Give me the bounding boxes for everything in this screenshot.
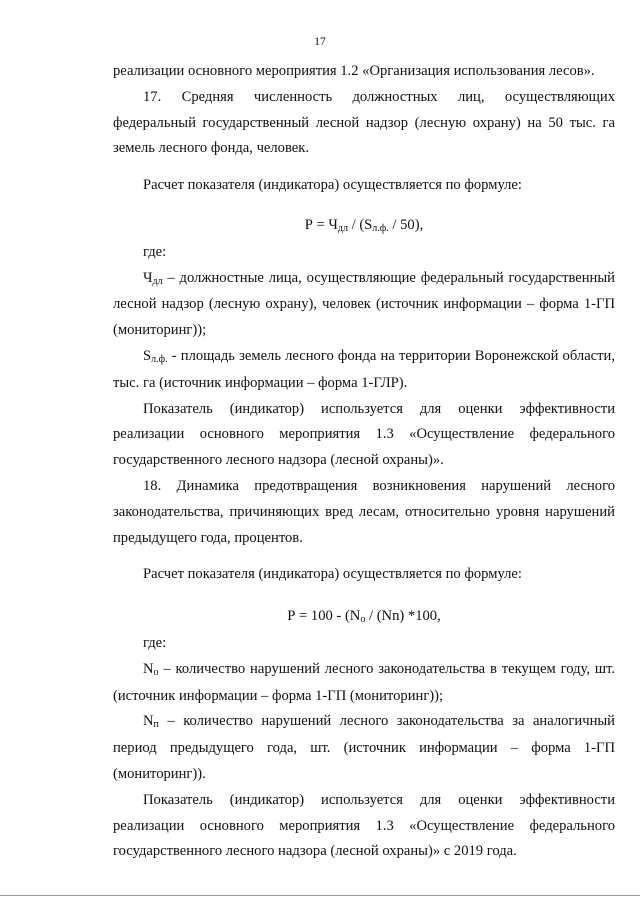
calc-text-2: Расчет показателя (индикатора) осуществляется по формуле: (143, 566, 522, 583)
definition-symbol: N (143, 713, 154, 730)
definition-symbol: Ч (143, 269, 153, 286)
formula-1-sub-b: л.ф. (372, 222, 389, 234)
formula-1-part-b: / (S (347, 216, 373, 233)
formula-1-part-a: Р = Ч (304, 216, 338, 233)
definition-symbol: N (143, 660, 154, 677)
definition-text: - площадь земель лесного фонда на территории Воронежской области, тыс. га (источник информации – форма 1-ГЛР). (113, 347, 615, 391)
formula-2 (113, 604, 615, 631)
usage-text-1: Показатель (индикатор) используется для оценки эффективности реализации основного мероприятия 1.3 «Осуществление федерального государственного лесного надзора (лесной охраны)». (113, 400, 615, 469)
where-label-2: где: (143, 634, 167, 651)
definition-text: – количество нарушений лесного законодательства в текущем году, шт. (источник информации – форма 1-ГП (мониторинг)); (113, 660, 615, 704)
definition-symbol: S (143, 347, 152, 364)
formula-1-sub-a: дл (337, 222, 348, 234)
definition-text: – должностные лица, осуществляющие федеральный государственный лесной надзор (лесную охрану), человек (источник информации – форма 1-ГП (мониторинг)); (113, 269, 615, 339)
paragraph-intro: реализации основного мероприятия 1.2 «Организация использования лесов». (113, 63, 595, 79)
definition-text: – количество нарушений лесного законодательства за аналогичный период предыдущего года, шт. (источник информации – форма 1-ГП (мониторинг)). (113, 713, 615, 782)
page-number: 17 (314, 36, 326, 48)
definition-subscript: дл (152, 275, 163, 287)
formula-1-part-c: / 50), (388, 216, 424, 233)
definition-n-o (113, 657, 615, 710)
usage-text-2: Показатель (индикатор) используется для оценки эффективности реализации основного мероприятия 1.3 «Осуществление федерального государственного лесного надзора (лесной охраны)» с 2019 года. (113, 791, 615, 860)
definition-subscript: л.ф. (151, 353, 168, 365)
where-label-1: где: (143, 243, 167, 260)
document-body (113, 59, 615, 865)
formula-2-sub-a: о (360, 614, 366, 626)
definition-s-lf (113, 344, 615, 397)
paragraph-17: 17. Средняя численность должностных лиц, осуществляющих федеральный государственный лесной надзор (лесную охрану) на 50 тыс. га земель лесного фонда, человек. (113, 88, 615, 157)
definition-n-p (113, 709, 615, 787)
definition-subscript: о (153, 666, 159, 678)
page-bottom-edge (0, 895, 640, 896)
paragraph-18: 18. Динамика предотвращения возникновения нарушений лесного законодательства, причиняющих вред лесам, относительно уровня нарушений предыдущего года, процентов. (113, 477, 615, 546)
formula-2-part-b: / (Nn) *100, (365, 608, 441, 625)
definition-subscript: п (153, 719, 159, 731)
formula-2-part-a: Р = 100 - (N (287, 608, 361, 625)
definition-ch-dl (113, 266, 615, 344)
formula-1 (113, 213, 615, 240)
calc-text-1: Расчет показателя (индикатора) осуществляется по формуле: (143, 177, 522, 194)
